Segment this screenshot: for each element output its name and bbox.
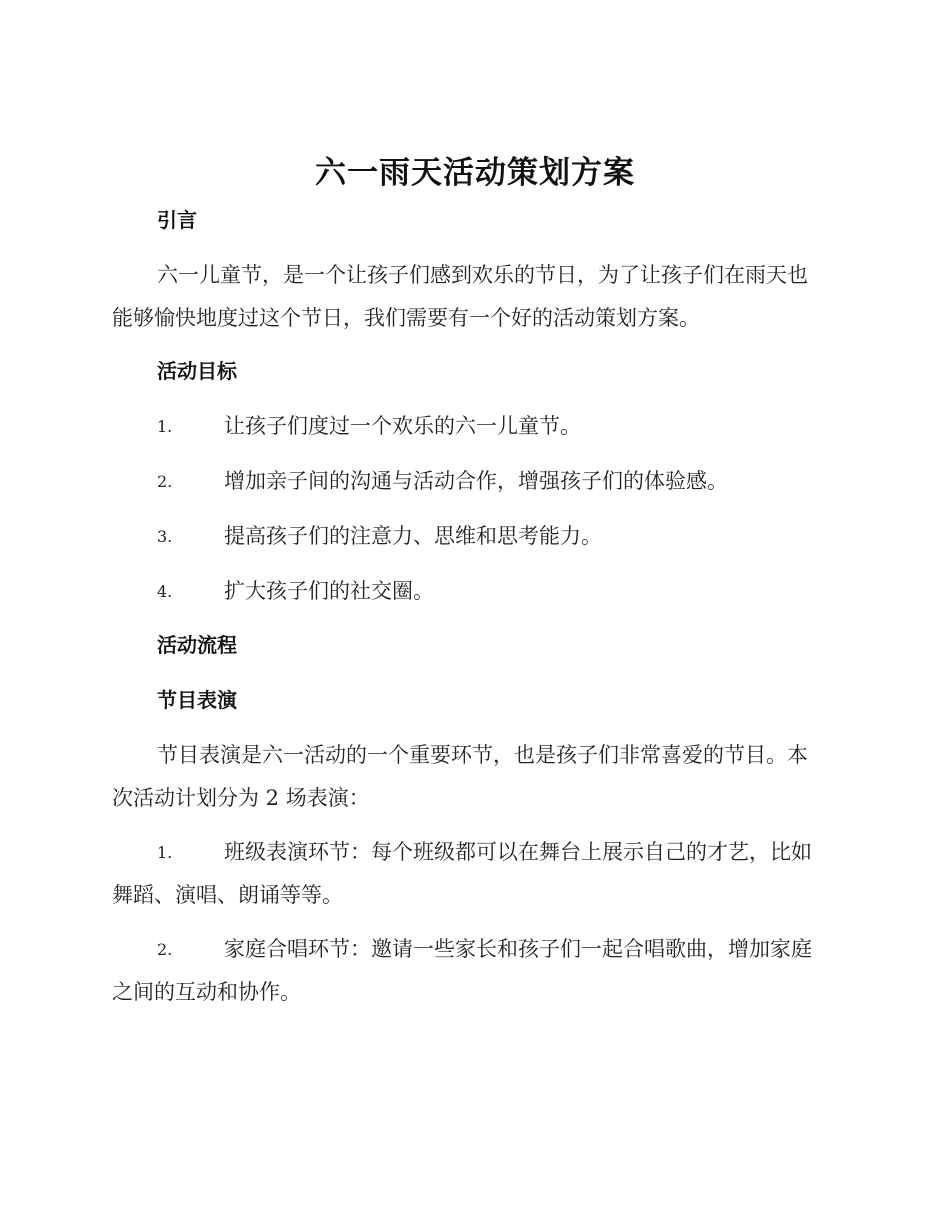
list-item-number: 1. xyxy=(157,417,173,436)
section-heading-performance: 节目表演 xyxy=(157,688,237,712)
list-item-text-line-2: 舞蹈、演唱、朗诵等等。 xyxy=(112,883,343,907)
list-item-number: 2. xyxy=(157,472,173,491)
intro-paragraph-line-2: 能够愉快地度过这个节日，我们需要有一个好的活动策划方案。 xyxy=(112,306,700,330)
list-item-text: 扩大孩子们的社交圈。 xyxy=(224,579,434,603)
list-item-number: 3. xyxy=(157,527,173,546)
list-item-text: 提高孩子们的注意力、思维和思考能力。 xyxy=(224,524,602,548)
performance-paragraph-line-2: 次活动计划分为 2 场表演： xyxy=(112,786,370,810)
intro-paragraph-line-1: 六一儿童节，是一个让孩子们感到欢乐的节日，为了让孩子们在雨天也 xyxy=(157,263,808,287)
list-item-text-line-1: 班级表演环节：每个班级都可以在舞台上展示自己的才艺，比如 xyxy=(224,840,812,864)
list-item-text-line-1: 家庭合唱环节：邀请一些家长和孩子们一起合唱歌曲，增加家庭 xyxy=(224,937,812,961)
document-title: 六一雨天活动策划方案 xyxy=(315,155,635,191)
section-heading-goals: 活动目标 xyxy=(157,359,237,383)
list-item-number: 1. xyxy=(157,843,173,862)
list-item-text: 增加亲子间的沟通与活动合作，增强孩子们的体验感。 xyxy=(224,469,728,493)
list-item-number: 4. xyxy=(157,582,173,601)
list-item-number: 2. xyxy=(157,940,173,959)
section-heading-process: 活动流程 xyxy=(157,633,237,657)
performance-paragraph-line-1: 节目表演是六一活动的一个重要环节，也是孩子们非常喜爱的节目。本 xyxy=(157,743,808,767)
list-item-text-line-2: 之间的互动和协作。 xyxy=(112,980,301,1004)
section-heading-intro: 引言 xyxy=(157,208,197,232)
list-item-text: 让孩子们度过一个欢乐的六一儿童节。 xyxy=(224,414,581,438)
